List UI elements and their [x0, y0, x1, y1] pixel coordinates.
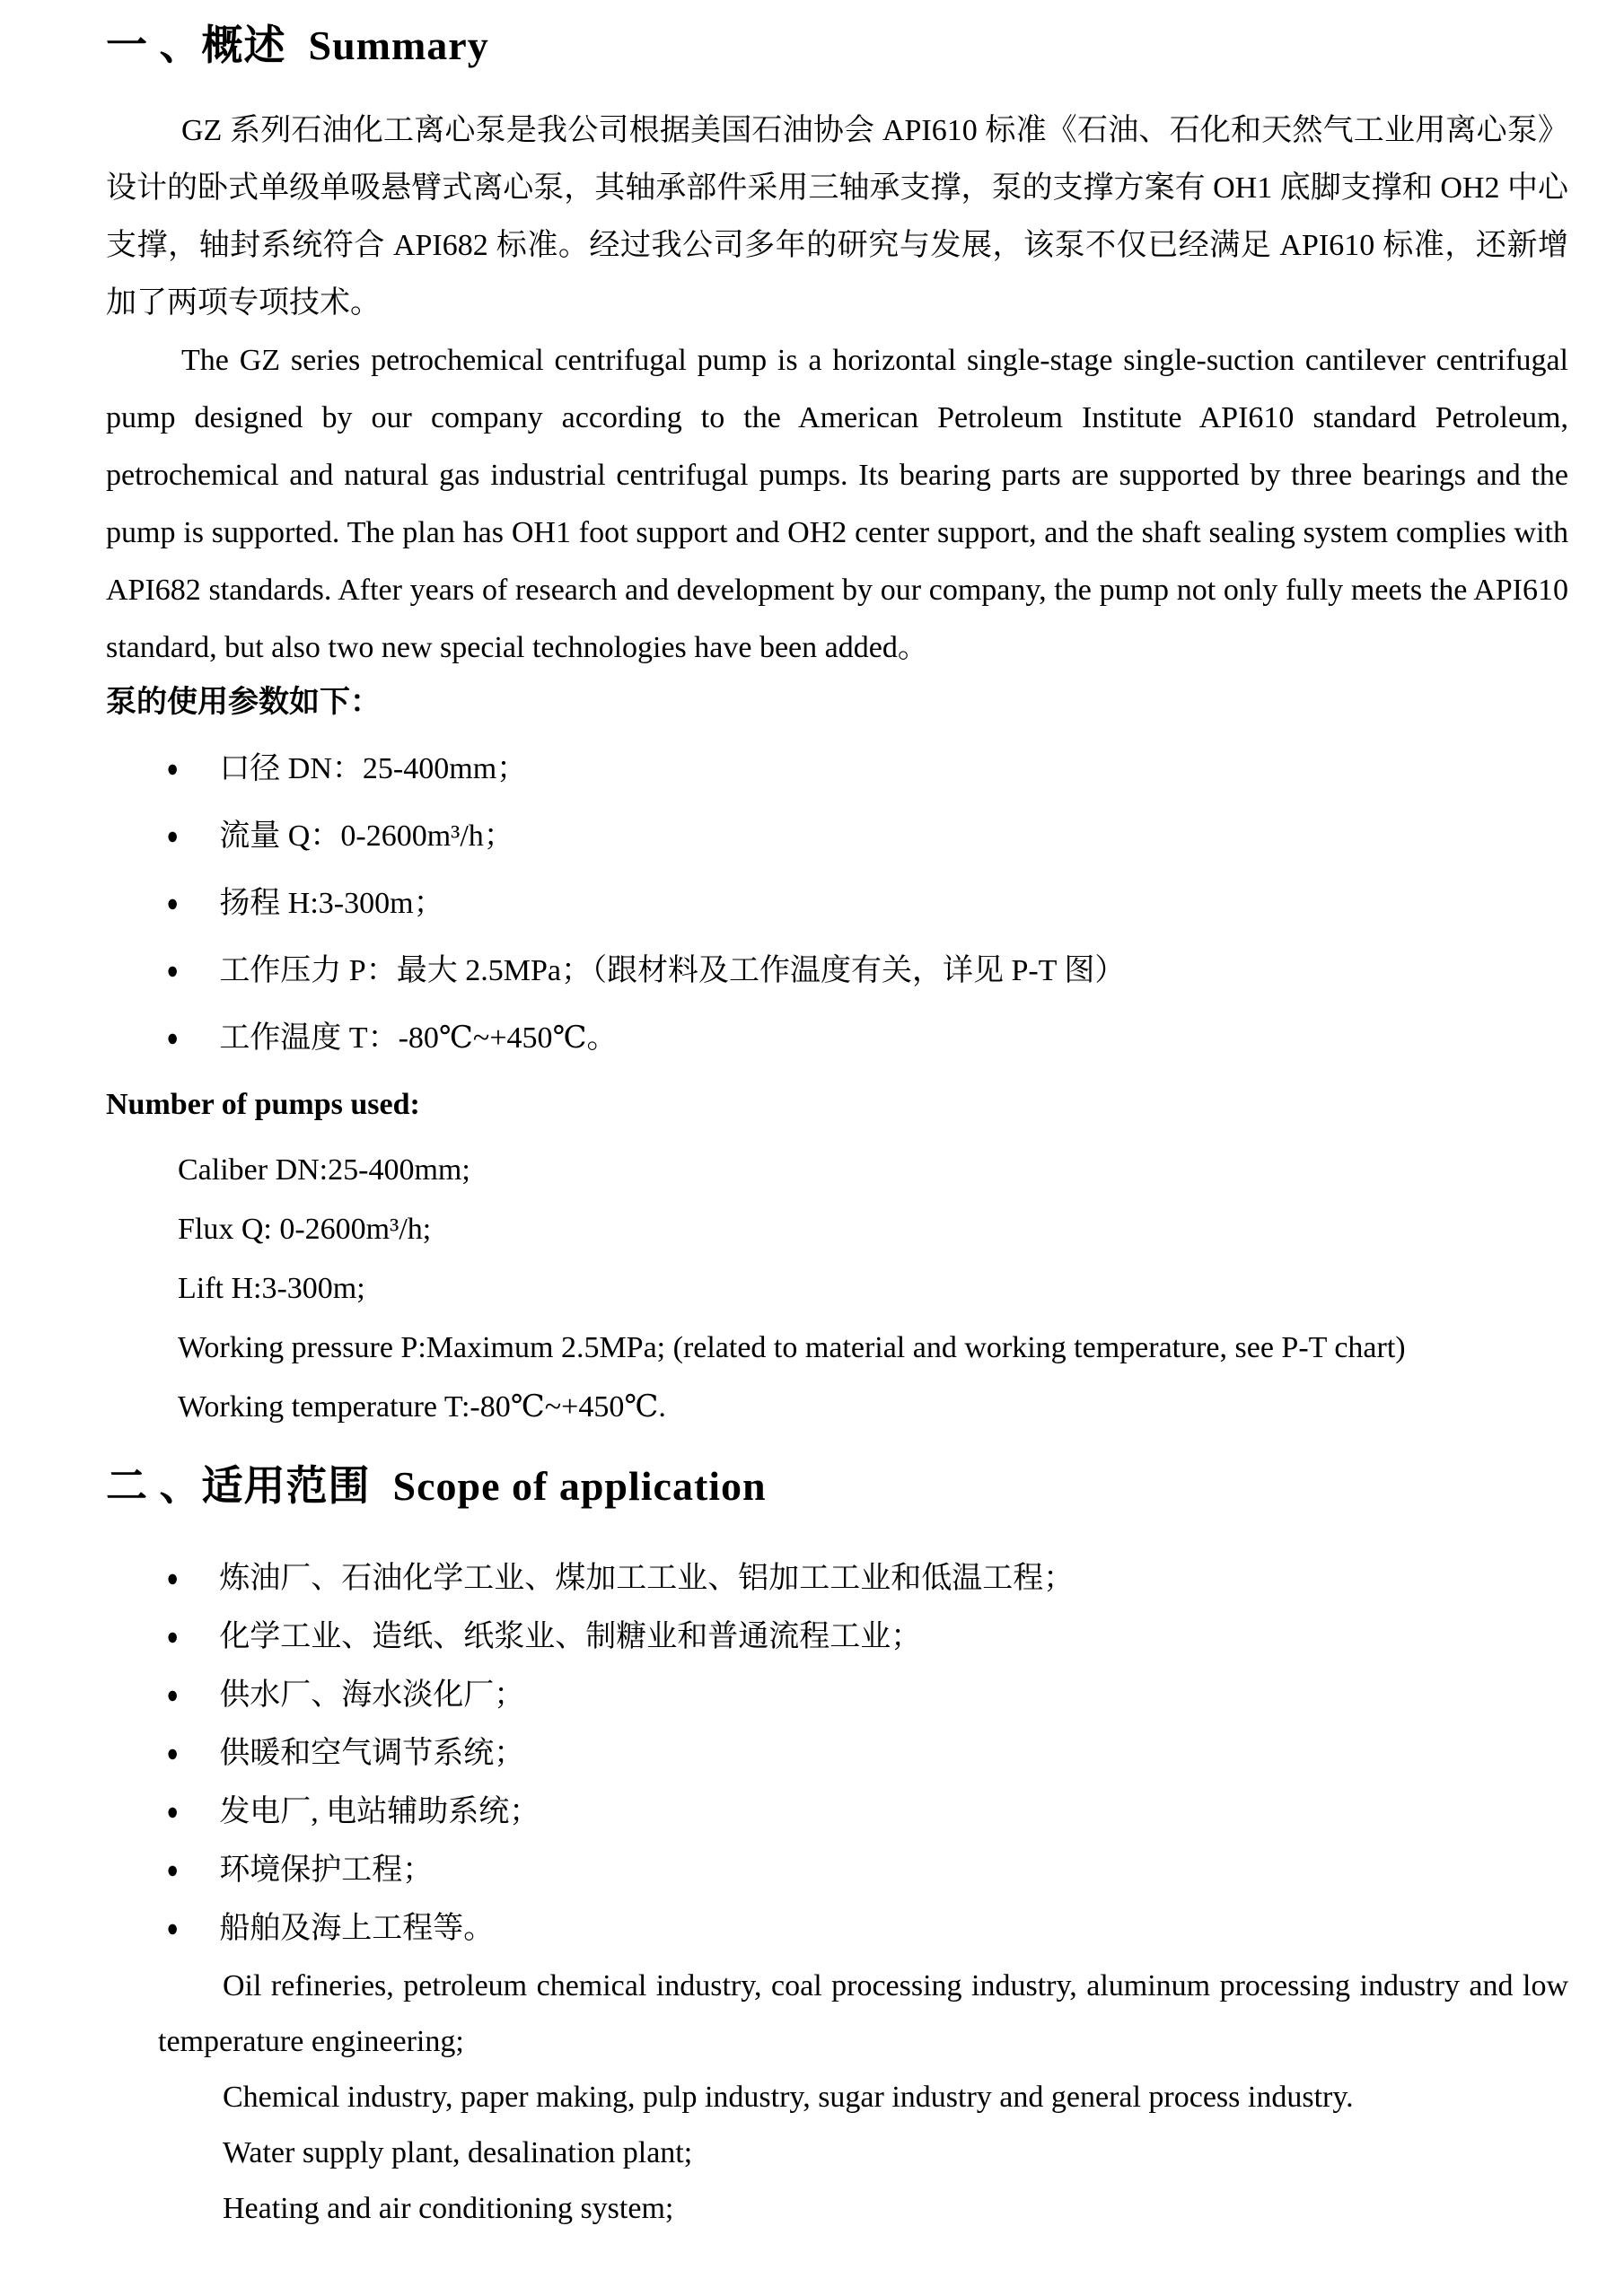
bullet-icon: ● [166, 1798, 179, 1825]
pump-param-item-en: Caliber DN:25-400mm; [178, 1153, 470, 1187]
section1-heading: 一 、概述 Summary [106, 22, 489, 68]
list-item-text: 供水厂、海水淡化厂； [219, 1678, 525, 1712]
pump-param-item-zh [106, 871, 1568, 938]
bullet-icon: ● [166, 1564, 179, 1591]
scope-item-zh [106, 1667, 1568, 1725]
scope-item-zh [106, 1608, 1568, 1667]
bullet-icon: ● [166, 957, 179, 984]
bullet-icon: ● [166, 889, 179, 916]
bullet-icon: ● [166, 1740, 179, 1766]
scope-item-zh [106, 1842, 1568, 1900]
list-item-text: 发电厂, 电站辅助系统； [219, 1795, 540, 1828]
pump-param-item-en: Working temperature T:-80℃~+450℃. [178, 1390, 666, 1424]
pump-param-item-en: Flux Q: 0-2600m³/h; [178, 1213, 432, 1246]
bullet-icon: ● [166, 755, 179, 782]
list-item-text: 船舶及海上工程等。 [219, 1912, 495, 1945]
section2-heading: 二 、适用范围 Scope of application [106, 1463, 767, 1509]
pump-param-item-zh [106, 803, 1568, 871]
list-item-text: 化学工业、造纸、纸浆业、制糖业和普通流程工业； [219, 1620, 922, 1653]
bullet-icon: ● [166, 1681, 179, 1708]
list-item-text: 流量 Q：0-2600m³/h； [219, 819, 514, 853]
scope-item-zh [106, 1900, 1568, 1959]
bullet-icon: ● [166, 1915, 179, 1941]
pump-param-item-zh [106, 938, 1568, 1005]
list-item-text: 供暖和空气调节系统； [219, 1737, 525, 1770]
bullet-icon: ● [166, 1856, 179, 1883]
bullet-icon: ● [166, 1623, 179, 1650]
list-item-text: 环境保护工程； [219, 1853, 434, 1887]
summary-paragraph-en: The GZ series petrochemical centrifugal pump is a horizontal single-stage single-suction cantilever centrifugal pump designed by our company according to the American Petroleum Institute API610 standard Petroleum, petrochemical and natural gas industrial centrifugal pumps. Its bearing parts are supported by three bearings and the pump is supported. The plan has OH1 foot support and OH2 center support, and the shaft sealing system complies with API682 standards. After years of research and development by our company, the pump not only fully meets the API610 standard, but also two new special technologies have been added。 [106, 344, 1568, 664]
scope-item-zh [106, 1783, 1568, 1842]
scope-paragraph-en: Oil refineries, petroleum chemical industry, coal processing industry, aluminum processing industry and low temperature engineering; [158, 1969, 1568, 2058]
scope-en-paragraphs [106, 1959, 1568, 2237]
scope-paragraph-en: Water supply plant, desalination plant; [223, 2136, 693, 2169]
scope-item-zh [106, 1550, 1568, 1608]
scope-paragraph-en: Chemical industry, paper making, pulp industry, sugar industry and general process industry. [223, 2081, 1354, 2114]
pump-params-en-list [106, 1141, 1568, 1437]
scope-item-zh [106, 1725, 1568, 1783]
scope-zh-list [106, 1550, 1568, 1959]
pump-params-zh-heading: 泵的使用参数如下： [106, 686, 381, 719]
pump-param-item-en: Working pressure P:Maximum 2.5MPa; (related to material and working temperature, see P-T chart) [178, 1331, 1406, 1364]
pump-param-item-zh [106, 1005, 1568, 1073]
pump-params-zh-list [106, 736, 1568, 1073]
pump-param-item-en: Lift H:3-300m; [178, 1272, 365, 1305]
list-item-text: 工作温度 T：-80℃~+450℃。 [219, 1021, 618, 1055]
list-item-text: 口径 DN：25-400mm； [219, 752, 528, 785]
list-item-text: 炼油厂、石油化学工业、煤加工工业、铝加工工业和低温工程； [219, 1562, 1075, 1595]
bullet-icon: ● [166, 822, 179, 849]
list-item-text: 扬程 H:3-300m； [219, 887, 444, 920]
bullet-icon: ● [166, 1024, 179, 1051]
pump-params-en-heading: Number of pumps used: [106, 1088, 420, 1121]
pump-param-item-zh [106, 736, 1568, 803]
list-item-text: 工作压力 P：最大 2.5MPa；（跟材料及工作温度有关，详见 P-T 图） [219, 954, 1126, 987]
summary-paragraph-zh: GZ 系列石油化工离心泵是我公司根据美国石油协会 API610 标准《石油、石化和天然气工业用离心泵》设计的卧式单级单吸悬臂式离心泵，其轴承部件采用三轴承支撑，泵的支撑方案有 OH1 底脚支撑和 OH2 中心支撑，轴封系统符合 API682 标准。经过我公司多年的研究与发展，该泵不仅已经满足 API610 标准，还新增加了两项专项技术。 [106, 114, 1568, 320]
scope-paragraph-en: Heating and air conditioning system; [223, 2192, 674, 2225]
